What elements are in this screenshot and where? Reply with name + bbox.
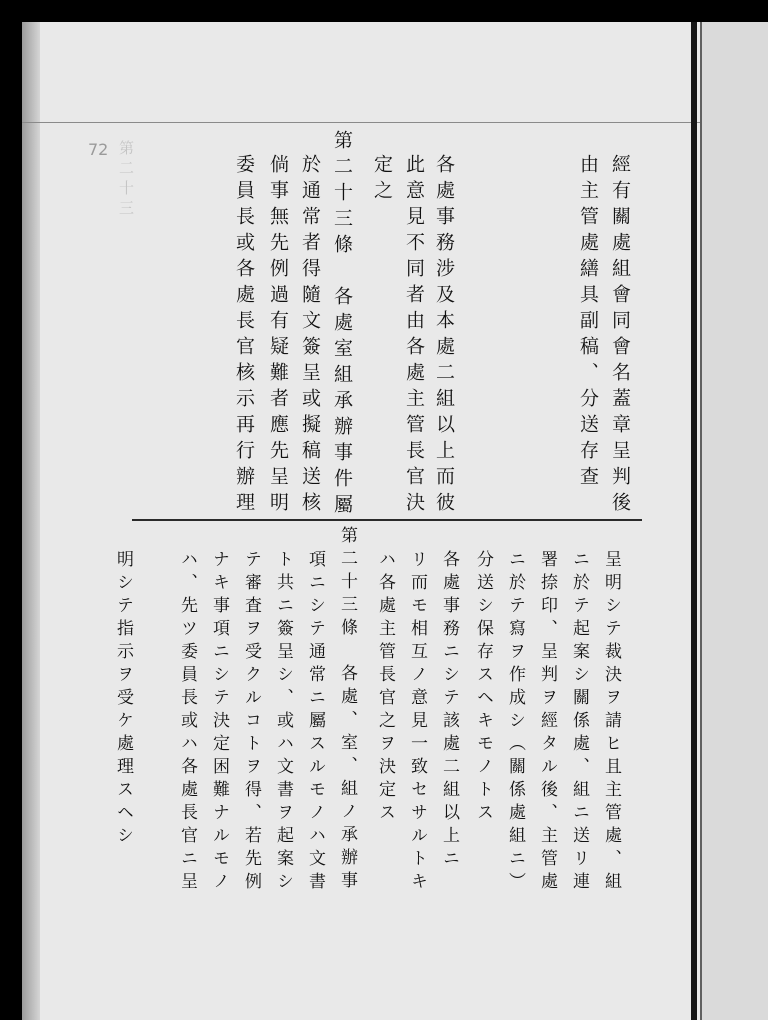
- top-rule: [22, 122, 768, 123]
- page-number: 72: [88, 140, 109, 159]
- upper-column-5: 定之: [371, 154, 393, 206]
- upper-column-3: 各處事務涉及本處二組以上而彼: [433, 154, 455, 518]
- lower-column-14: ハ、先ツ委員長或ハ各處長官ニ呈: [177, 550, 197, 895]
- upper-column-9: 委員長或各處長官核示再行辦理: [233, 154, 255, 518]
- lower-column-15: 明シテ指示ヲ受ケ處理スヘシ: [113, 550, 133, 849]
- lower-column-3: 署捺印、呈判ヲ經タル後、主管處: [537, 550, 557, 895]
- facing-page-strip: [702, 22, 768, 1020]
- lower-column-2: ニ於テ起案シ關係處、組ニ送リ連: [569, 550, 589, 895]
- lower-column-9: 第二十三條 各處、室、組ノ承辦事: [337, 526, 357, 894]
- lower-column-6: 各處事務ニシテ該處二組以上ニ: [439, 550, 459, 872]
- lower-column-7: リ而モ相互ノ意見一致セサルトキ: [407, 550, 427, 895]
- gutter-fold: [691, 22, 697, 1020]
- document-page: [22, 22, 768, 1020]
- section-divider: [132, 519, 642, 521]
- lower-column-1: 呈明シテ裁決ヲ請ヒ且主管處、組: [601, 550, 621, 895]
- lower-column-4: ニ於テ寫ヲ作成シ（關係處組ニ）: [505, 550, 525, 895]
- lower-column-8: ハ各處主管長官之ヲ決定ス: [375, 550, 395, 826]
- lower-column-11: ト共ニ簽呈シ、或ハ文書ヲ起案シ: [273, 550, 293, 895]
- upper-column-8: 倘事無先例過有疑難者應先呈明: [267, 154, 289, 518]
- upper-column-4: 此意見不同者由各處主管長官決: [403, 154, 425, 518]
- upper-column-1: 經有關處組會同會名蓋章呈判後: [609, 154, 631, 518]
- upper-column-6: 第二十三條 各處室組承辦事件屬: [331, 130, 353, 520]
- lower-column-5: 分送シ保存スヘキモノトス: [473, 550, 493, 826]
- bleed-through-text: 第二十三: [117, 140, 135, 220]
- lower-column-12: テ審査ヲ受クルコトヲ得、若先例: [241, 550, 261, 895]
- upper-column-2: 由主管處繕具副稿、分送存查: [577, 154, 599, 492]
- upper-column-7: 於通常者得隨文簽呈或擬稿送核: [299, 154, 321, 518]
- page-left-edge: [22, 22, 40, 1020]
- lower-column-10: 項ニシテ通常ニ屬スルモノハ文書: [305, 550, 325, 895]
- lower-column-13: ナキ事項ニシテ決定困難ナルモノ: [209, 550, 229, 895]
